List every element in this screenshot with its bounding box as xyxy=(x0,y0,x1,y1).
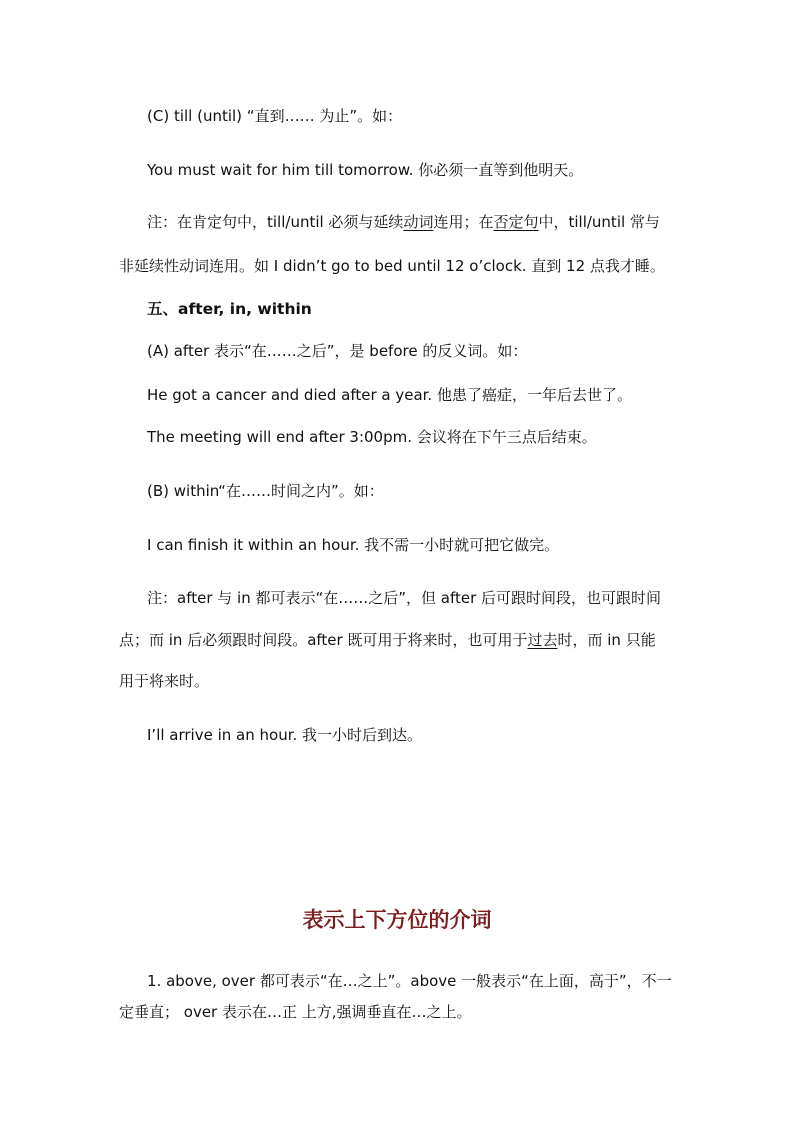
section-heading-five: 五、after, in, within xyxy=(147,300,312,318)
above-over-line-1: 1. above, over 都可表示“在…之上”。above 一般表示“在上面，高于”，不一 xyxy=(147,972,672,990)
till-note-line-2: 非延续性动词连用。如 I didn’t go to bed until 12 o’clock. 直到 12 点我才睡。 xyxy=(119,257,665,275)
after-heading: (A) after 表示“在……之后”，是 before 的反义词。如： xyxy=(147,342,528,360)
after-in-note-line-2 xyxy=(119,631,656,649)
underlined-term: 否定句 xyxy=(493,213,539,231)
after-example-1: He got a cancer and died after a year. 他患了癌症，一年后去世了。 xyxy=(147,386,632,404)
till-until-heading: (C) till (until) “直到…… 为止”。如： xyxy=(147,107,403,125)
after-example-2: The meeting will end after 3:00pm. 会议将在下午三点后结束。 xyxy=(147,428,597,446)
text-span: 时，而 in 只能 xyxy=(557,631,656,649)
underlined-term: 动词 xyxy=(403,213,434,231)
till-example: You must wait for him till tomorrow. 你必须一直等到他明天。 xyxy=(147,161,584,179)
after-in-note-line-3: 用于将来时。 xyxy=(119,672,210,690)
within-heading: (B) within“在……时间之内”。如： xyxy=(147,482,384,500)
text-span: 连用；在 xyxy=(433,213,494,231)
underlined-term: 过去 xyxy=(527,631,558,649)
text-span: 中，till/until 常与 xyxy=(538,213,660,231)
above-over-line-2: 定垂直； over 表示在…正 上方,强调垂直在…之上。 xyxy=(119,1003,472,1021)
within-example: I can finish it within an hour. 我不需一小时就可把它做完。 xyxy=(147,536,560,554)
after-in-note-line-1: 注：after 与 in 都可表示“在……之后”，但 after 后可跟时间段，也可跟时间 xyxy=(147,589,662,607)
till-note-line-1 xyxy=(147,213,660,231)
section-title-positions: 表示上下方位的介词 xyxy=(302,907,492,932)
text-span: 点；而 in 后必须跟时间段。after 既可用于将来时，也可用于 xyxy=(119,631,528,649)
in-example: I’ll arrive in an hour. 我一小时后到达。 xyxy=(147,726,423,744)
text-span: 注：在肯定句中，till/until 必须与延续 xyxy=(147,213,404,231)
